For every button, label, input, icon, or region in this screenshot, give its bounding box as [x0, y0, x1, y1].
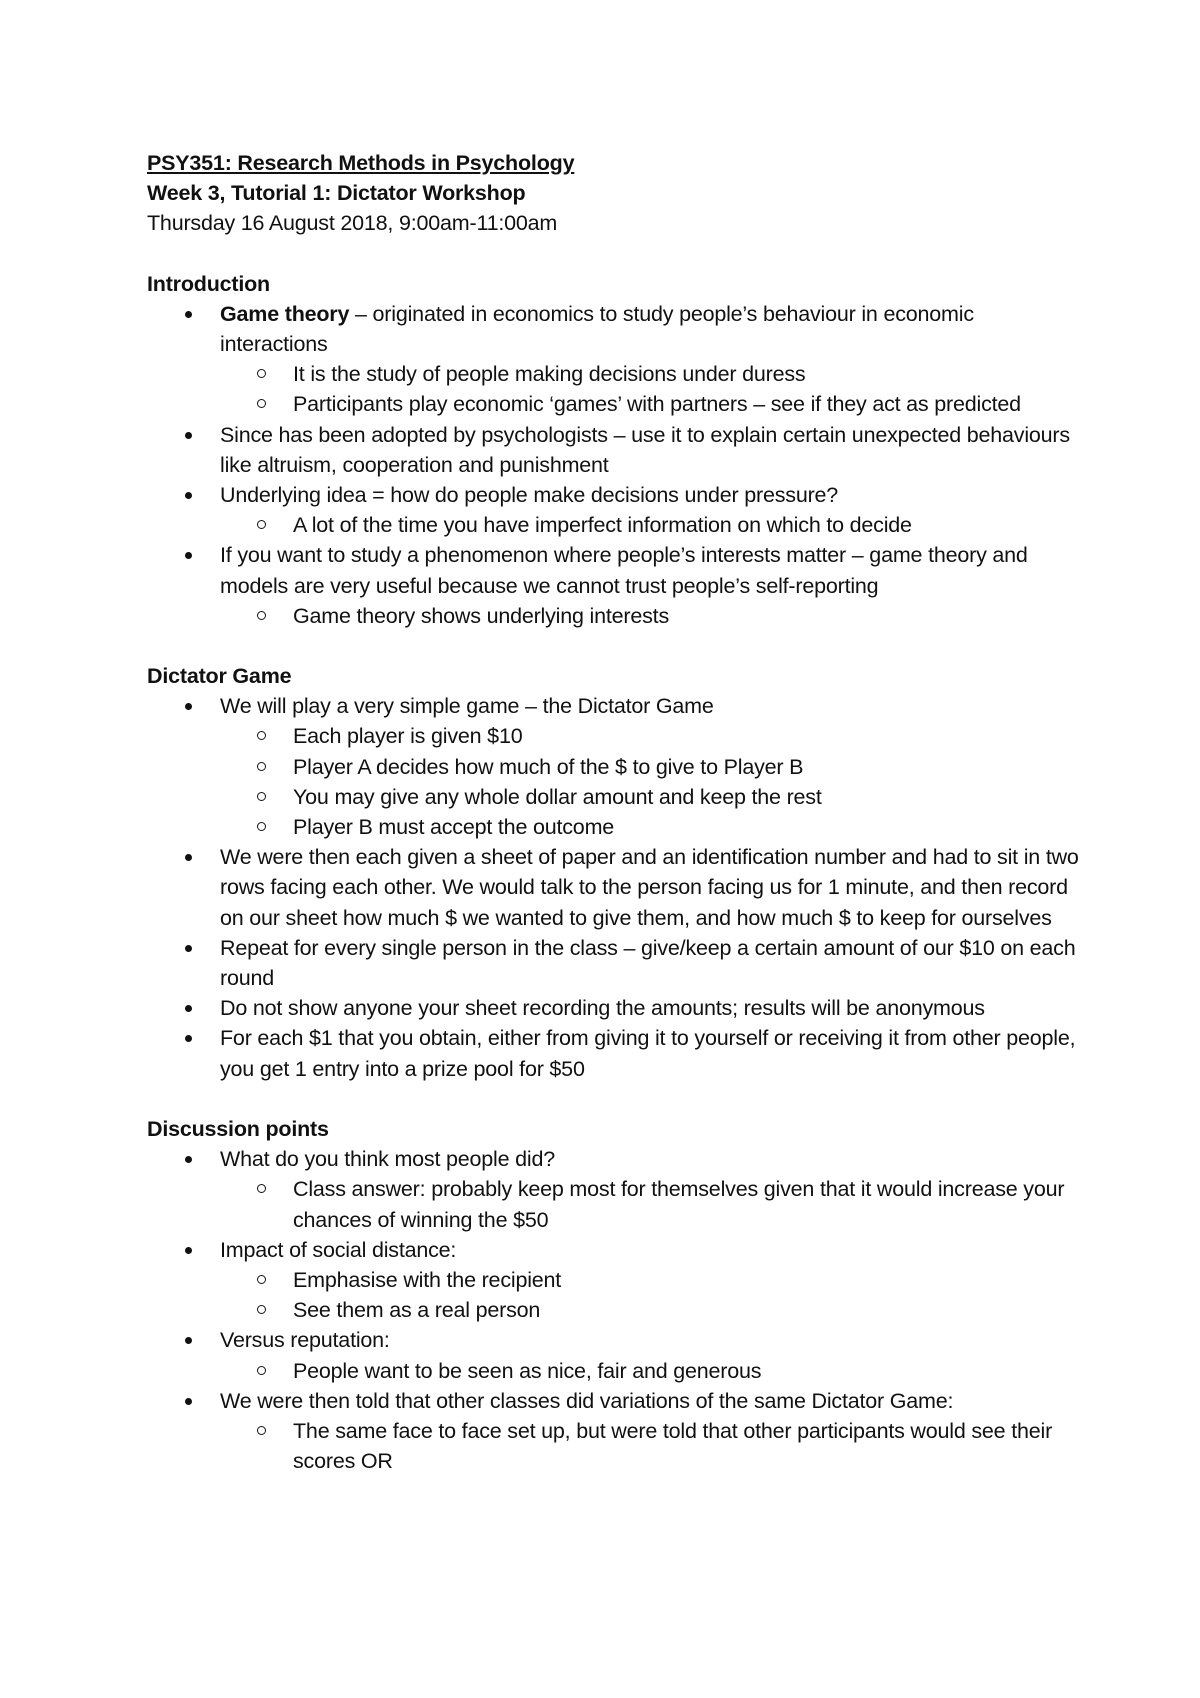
bullet-circle-icon: [257, 1305, 266, 1314]
list-item-text: Since has been adopted by psychologists – use it to explain certain unexpected behaviours like altruism, cooperation and punishment: [220, 422, 1070, 477]
sub-list-item-text: Player B must accept the outcome: [293, 815, 615, 840]
bullet-dot-icon: [185, 1247, 192, 1254]
bullet-circle-icon: [257, 792, 266, 801]
sub-list-item: [147, 1174, 1087, 1234]
list-item: [147, 691, 1087, 721]
bullet-circle-icon: [257, 822, 266, 831]
sub-list-item-text: See them as a real person: [293, 1298, 541, 1323]
list-item-text: Do not show anyone your sheet recording the amounts; results will be anonymous: [220, 996, 985, 1021]
list-item: [147, 540, 1087, 600]
list-item-text: We will play a very simple game – the Dictator Game: [220, 694, 714, 719]
introduction-heading: Introduction: [147, 271, 270, 296]
sub-list-item-text: The same face to face set up, but were told that other participants would see their scores OR: [293, 1418, 1053, 1474]
bullet-circle-icon: [257, 1184, 266, 1193]
bullet-dot-icon: [185, 311, 192, 318]
sub-list-item-text: A lot of the time you have imperfect information on which to decide: [293, 513, 912, 538]
bullet-dot-icon: [185, 703, 192, 710]
bullet-circle-icon: [257, 1426, 266, 1435]
bullet-dot-icon: [185, 854, 192, 861]
bullet-circle-icon: [257, 611, 266, 620]
sub-list-item-text: You may give any whole dollar amount and keep the rest: [293, 784, 822, 809]
list-item-text: Impact of social distance:: [220, 1237, 457, 1262]
list-item-text: For each $1 that you obtain, either from giving it to yourself or receiving it from other people, you get 1 entry into a prize pool for $50: [220, 1026, 1076, 1081]
bullet-circle-icon: [257, 520, 266, 529]
bullet-circle-icon: [257, 731, 266, 740]
sub-list-item: [147, 812, 1087, 842]
list-item-text: Underlying idea = how do people make decisions under pressure?: [220, 483, 839, 508]
dictator-game-list: [147, 691, 1087, 1084]
sub-list-item: [147, 1356, 1087, 1386]
course-title: PSY351: Research Methods in Psychology: [147, 151, 575, 175]
bullet-dot-icon: [185, 1337, 192, 1344]
bullet-dot-icon: [185, 1035, 192, 1042]
term-game-theory: Game theory: [220, 301, 350, 326]
sub-list-item: [147, 721, 1087, 751]
discussion-list: [147, 1144, 1087, 1476]
bullet-dot-icon: [185, 432, 192, 439]
sub-list-item: [147, 1416, 1087, 1476]
document-page: [147, 148, 1087, 1476]
list-item-text: If you want to study a phenomenon where people’s interests matter – game theory and models are very useful because we cannot trust people’s self-reporting: [220, 543, 1028, 598]
bullet-dot-icon: [185, 1398, 192, 1405]
dictator-game-heading: Dictator Game: [147, 664, 292, 689]
introduction-list: [147, 299, 1087, 631]
sub-list-item: [147, 1265, 1087, 1295]
sub-list-item-text: It is the study of people making decisions under duress: [293, 362, 806, 387]
list-item: [147, 933, 1087, 993]
list-item: [147, 480, 1087, 510]
list-item: [147, 1023, 1087, 1083]
bullet-dot-icon: [185, 1156, 192, 1163]
sub-list-item-text: Game theory shows underlying interests: [293, 603, 669, 628]
list-item: [147, 1144, 1087, 1174]
bullet-circle-icon: [257, 1275, 266, 1284]
bullet-dot-icon: [185, 1005, 192, 1012]
list-item-text: Versus reputation:: [220, 1328, 390, 1353]
session-title: Week 3, Tutorial 1: Dictator Workshop: [147, 181, 526, 206]
list-item: [147, 299, 1087, 359]
list-item-text: Repeat for every single person in the class – give/keep a certain amount of our $10 on each round: [220, 935, 1076, 991]
sub-list-item: [147, 601, 1087, 631]
sub-list-item-text: Each player is given $10: [293, 724, 523, 749]
bullet-dot-icon: [185, 945, 192, 952]
sub-list-item: [147, 782, 1087, 812]
list-item-text: – originated in economics to study people’s behaviour in economic interactions: [220, 301, 974, 357]
sub-list-item: [147, 752, 1087, 782]
list-item: [147, 1325, 1087, 1355]
bullet-circle-icon: [257, 1366, 266, 1375]
date-time: Thursday 16 August 2018, 9:00am-11:00am: [147, 211, 558, 236]
list-item: [147, 842, 1087, 933]
sub-list-item: [147, 389, 1087, 419]
bullet-dot-icon: [185, 552, 192, 559]
list-item: [147, 1235, 1087, 1265]
bullet-circle-icon: [257, 762, 266, 771]
bullet-circle-icon: [257, 369, 266, 378]
sub-list-item-text: Emphasise with the recipient: [293, 1267, 562, 1292]
sub-list-item-text: People want to be seen as nice, fair and generous: [293, 1358, 762, 1383]
discussion-heading: Discussion points: [147, 1116, 329, 1141]
list-item-text: We were then each given a sheet of paper and an identification number and had to sit in two rows facing each other. We would talk to the person facing us for 1 minute, and then record on our sheet how much $ we wanted to give them, and how much $ to keep for ourselves: [220, 845, 1079, 930]
list-item: [147, 1386, 1087, 1416]
sub-list-item-text: Player A decides how much of the $ to give to Player B: [293, 754, 804, 779]
list-item-text: What do you think most people did?: [220, 1147, 556, 1172]
sub-list-item-text: Participants play economic ‘games’ with partners – see if they act as predicted: [293, 392, 1021, 417]
list-item-text: We were then told that other classes did variations of the same Dictator Game:: [220, 1388, 954, 1413]
sub-list-item-text: Class answer: probably keep most for themselves given that it would increase your chances of winning the $50: [293, 1177, 1065, 1232]
bullet-dot-icon: [185, 492, 192, 499]
sub-list-item: [147, 359, 1087, 389]
sub-list-item: [147, 1295, 1087, 1325]
list-item: [147, 420, 1087, 480]
sub-list-item: [147, 510, 1087, 540]
list-item: [147, 993, 1087, 1023]
bullet-circle-icon: [257, 399, 266, 408]
